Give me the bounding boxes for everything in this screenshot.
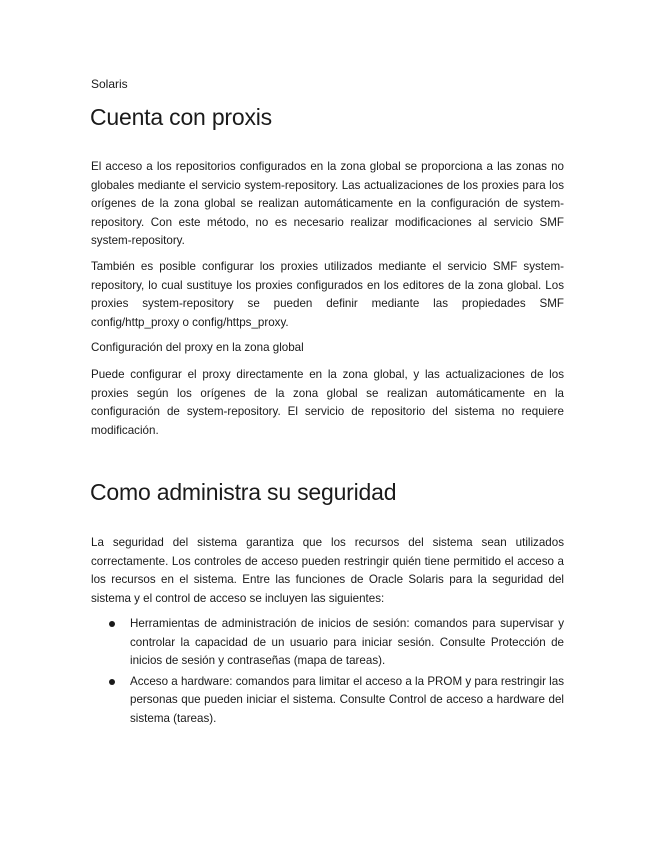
list-item-text: Herramientas de administración de inicios de sesión: comandos para supervisar y controlar la capacidad de un usuario para iniciar sesión. Consulte Protección de inicios de sesión y contraseñas (mapa de tareas). <box>130 617 564 668</box>
header-label: Solaris <box>91 77 128 91</box>
subheading-proxy-config: Configuración del proxy en la zona global <box>91 341 304 354</box>
security-feature-list <box>91 615 564 731</box>
bullet-icon <box>109 679 115 685</box>
list-item <box>91 615 564 671</box>
paragraph-security-1: La seguridad del sistema garantiza que los recursos del sistema sean utilizados correctamente. Los controles de acceso pueden restringir quién tiene permitido el acceso a los recursos en el sistema. Entre las funciones de Oracle Solaris para la seguridad del sistema y el control de acceso se incluyen las siguientes: <box>91 536 564 605</box>
section-title-security: Como administra su seguridad <box>90 479 397 505</box>
list-item <box>91 673 564 729</box>
bullet-icon <box>109 621 115 627</box>
section-title-proxies: Cuenta con proxis <box>90 104 272 130</box>
paragraph-proxies-3: Puede configurar el proxy directamente en la zona global, y las actualizaciones de los proxies según los orígenes de la zona global se realizan automáticamente en la configuración de system-repository. El servicio de repositorio del sistema no requiere modificación. <box>91 368 564 437</box>
paragraph-proxies-2: También es posible configurar los proxies utilizados mediante el servicio SMF system-repository, lo cual sustituye los proxies configurados en los editores de la zona global. Los proxies system-repository se pueden definir mediante las propiedades SMF config/http_proxy o config/https_proxy. <box>91 260 564 329</box>
paragraph-proxies-1: El acceso a los repositorios configurados en la zona global se proporciona a las zonas no globales mediante el servicio system-repository. Las actualizaciones de los proxies para los orígenes de la zona global se realizan automáticamente en la configuración de system-repository. Con este método, no es necesario realizar modificaciones al servicio SMF system-repository. <box>91 160 564 248</box>
list-item-text: Acceso a hardware: comandos para limitar el acceso a la PROM y para restringir las personas que pueden iniciar el sistema. Consulte Control de acceso a hardware del sistema (tareas). <box>130 674 564 725</box>
